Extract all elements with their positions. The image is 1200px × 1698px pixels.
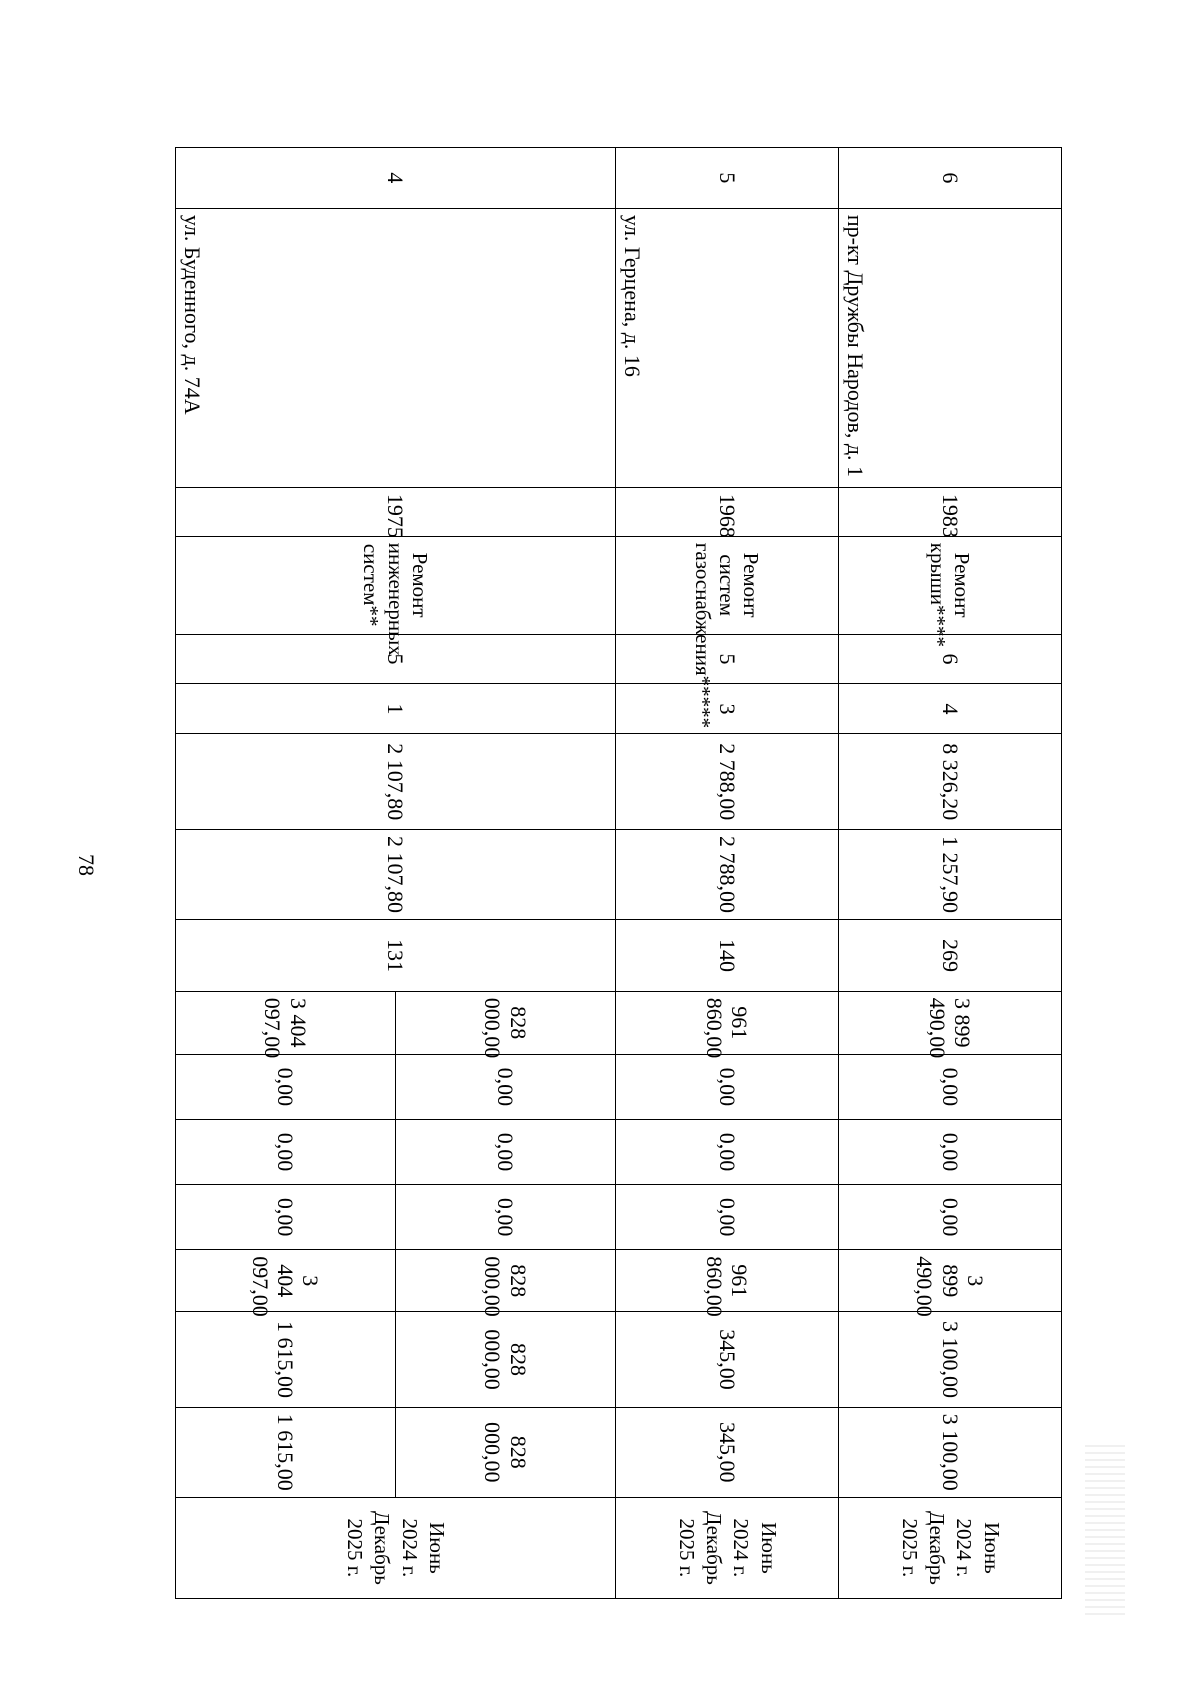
fund-cost-cell: 3 404 097,00: [176, 1250, 396, 1312]
total-cost-cell: 961 860,00: [616, 991, 839, 1054]
table-row: [839, 148, 1062, 1599]
address-cell: ул. Буденного, д. 74А: [176, 208, 616, 487]
unit-cost-cell: 1 615,00: [176, 1312, 396, 1408]
floors-cell: 6: [839, 634, 1062, 684]
residents-cell: 140: [616, 920, 839, 992]
zero-cell: 0,00: [176, 1119, 396, 1184]
rotated-table-wrapper: [175, 147, 1062, 1599]
living-area-cell: 1 257,90: [839, 829, 1062, 919]
limit-cost-cell: 1 615,00: [176, 1407, 396, 1497]
zero-cell: 0,00: [839, 1119, 1062, 1184]
residents-cell: 131: [176, 920, 616, 992]
living-area-cell: 2 107,80: [176, 829, 616, 919]
zero-cell: 0,00: [176, 1054, 396, 1119]
floors-cell: 5: [616, 634, 839, 684]
year-cell: 1975: [176, 487, 616, 536]
period-cell: Июнь 2024 г. Декабрь 2025 г.: [839, 1497, 1062, 1598]
zero-cell: 0,00: [396, 1119, 616, 1184]
period-cell: Июнь 2024 г. Декабрь 2025 г.: [616, 1497, 839, 1598]
living-area-cell: 2 788,00: [616, 829, 839, 919]
zero-cell: 0,00: [616, 1185, 839, 1250]
zero-cell: 0,00: [839, 1185, 1062, 1250]
zero-cell: 0,00: [396, 1185, 616, 1250]
residents-cell: 269: [839, 920, 1062, 992]
row-number: 4: [176, 148, 616, 209]
total-area-cell: 8 326,20: [839, 734, 1062, 830]
work-type-cell: Ремонт крыши****: [839, 536, 1062, 634]
work-type-cell: Ремонт инженерных систем**: [176, 536, 616, 634]
total-cost-cell: 3 899 490,00: [839, 991, 1062, 1054]
zero-cell: 0,00: [396, 1054, 616, 1119]
unit-cost-cell: 345,00: [616, 1312, 839, 1408]
table-row: [396, 148, 616, 1599]
limit-cost-cell: 828 000,00: [396, 1407, 616, 1497]
entrances-cell: 1: [176, 684, 616, 734]
fund-cost-cell: 828 000,00: [396, 1250, 616, 1312]
entrances-cell: 3: [616, 684, 839, 734]
floors-cell: 5: [176, 634, 616, 684]
row-number: 5: [616, 148, 839, 209]
zero-cell: 0,00: [616, 1119, 839, 1184]
total-cost-cell: 828 000,00: [396, 991, 616, 1054]
fund-cost-cell: 961 860,00: [616, 1250, 839, 1312]
total-area-cell: 2 107,80: [176, 734, 616, 830]
limit-cost-cell: 345,00: [616, 1407, 839, 1497]
entrances-cell: 4: [839, 684, 1062, 734]
unit-cost-cell: 3 100,00: [839, 1312, 1062, 1408]
table-row: [616, 148, 839, 1599]
total-cost-cell: 3 404 097,00: [176, 991, 396, 1054]
page-number: 78: [74, 854, 99, 876]
limit-cost-cell: 3 100,00: [839, 1407, 1062, 1497]
address-cell: пр-кт Дружбы Народов, д. 1: [839, 208, 1062, 487]
zero-cell: 0,00: [839, 1054, 1062, 1119]
zero-cell: 0,00: [616, 1054, 839, 1119]
total-area-cell: 2 788,00: [616, 734, 839, 830]
zero-cell: 0,00: [176, 1185, 396, 1250]
row-number: 6: [839, 148, 1062, 209]
unit-cost-cell: 828 000,00: [396, 1312, 616, 1408]
scan-artifact: [1085, 1445, 1125, 1615]
work-type-cell: Ремонт систем газоснабжения*****: [616, 536, 839, 634]
fund-cost-cell: 3 899 490,00: [839, 1250, 1062, 1312]
year-cell: 1968: [616, 487, 839, 536]
table-container: [175, 147, 1062, 1599]
repair-schedule-table: [175, 147, 1062, 1599]
address-cell: ул. Герцена, д. 16: [616, 208, 839, 487]
period-cell: Июнь 2024 г. Декабрь 2025 г.: [176, 1497, 616, 1598]
year-cell: 1983: [839, 487, 1062, 536]
